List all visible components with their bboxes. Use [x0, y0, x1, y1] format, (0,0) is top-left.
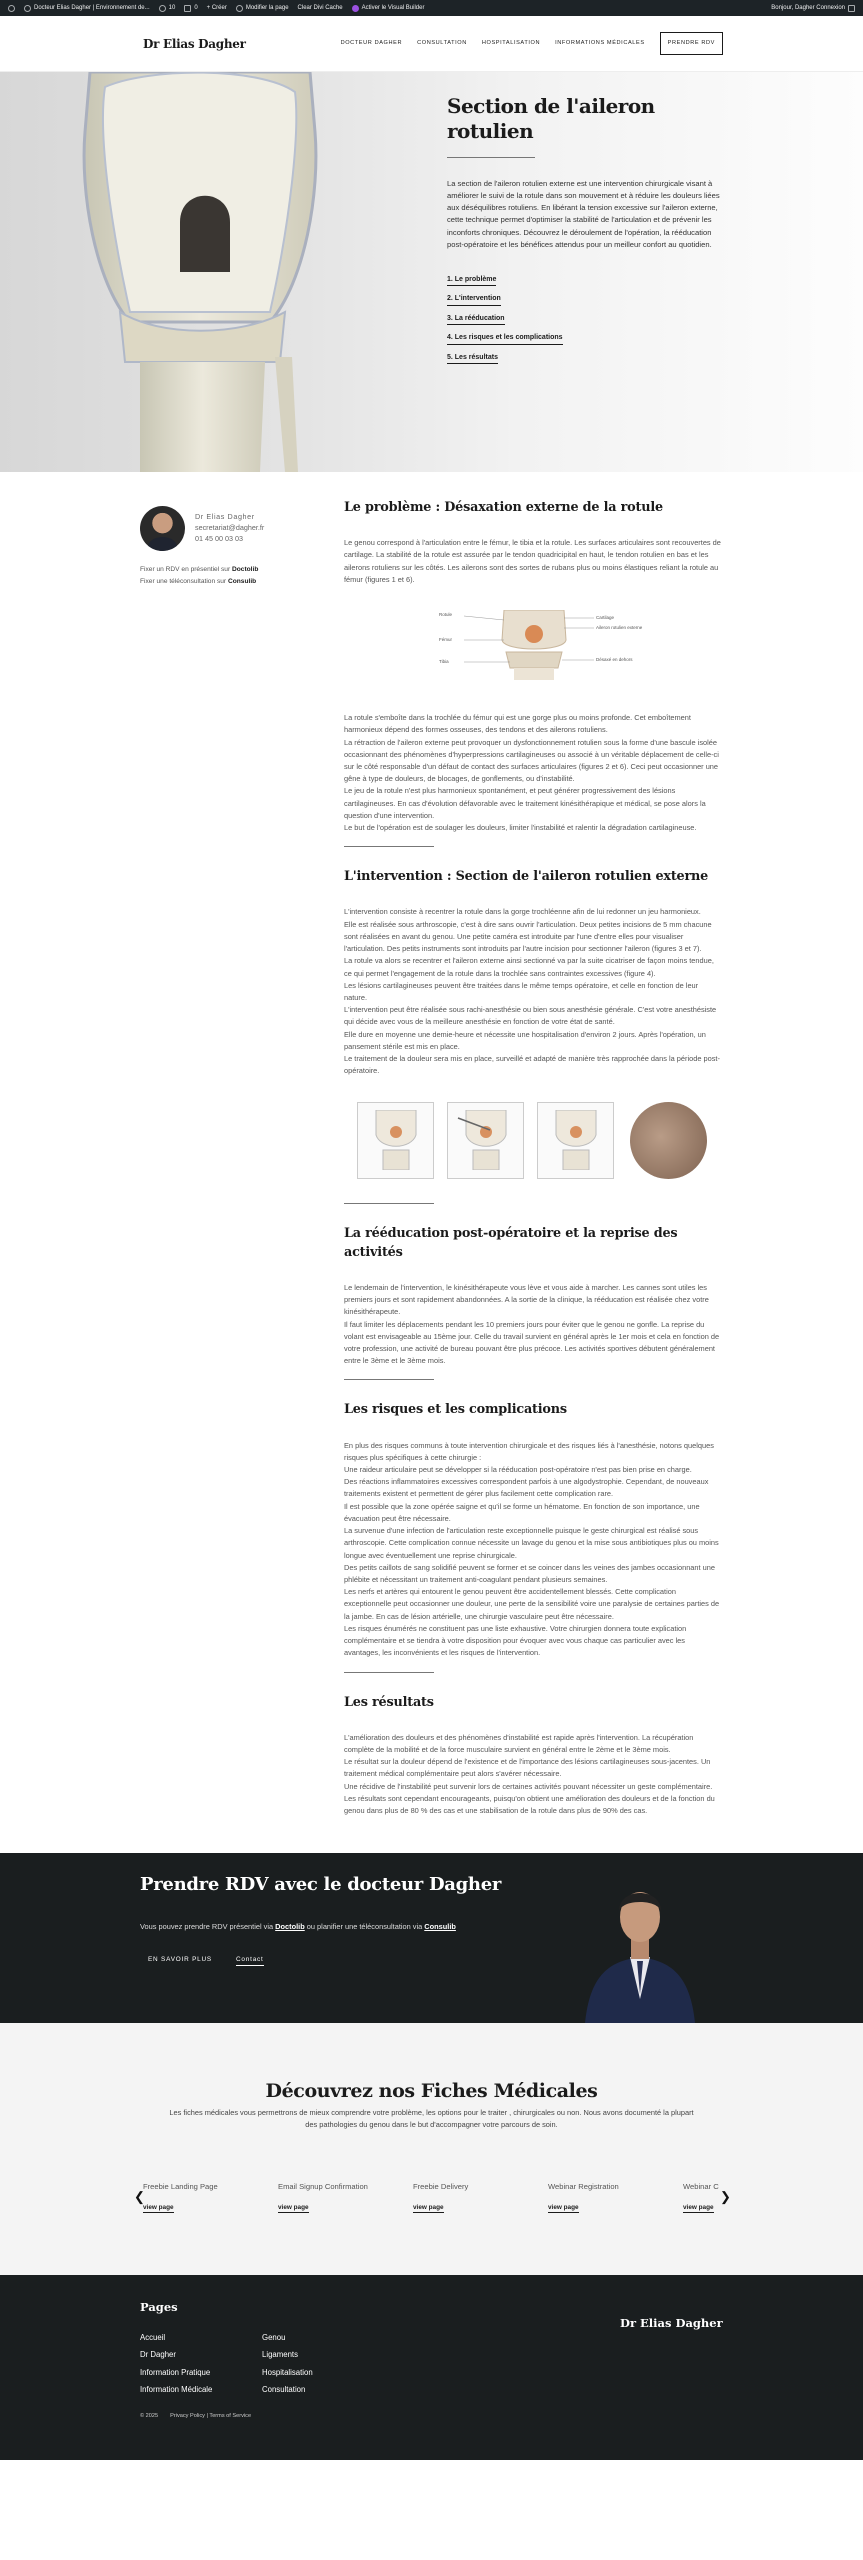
section-divider: [344, 1203, 434, 1204]
figure-label: Rotule: [439, 612, 453, 618]
nav-hospitalisation[interactable]: HOSPITALISATION: [481, 40, 541, 47]
prendre-rdv-button[interactable]: PRENDRE RDV: [660, 32, 723, 54]
carousel-card: [413, 2181, 533, 2213]
toc-link-resultats[interactable]: 5. Les résultats: [447, 353, 498, 365]
fiches-title: Découvrez nos Fiches Médicales: [265, 2080, 598, 2103]
carousel-card: [143, 2181, 263, 2213]
title-divider: [447, 157, 535, 158]
view-page-link[interactable]: view page: [143, 2203, 174, 2214]
paragraph: La rotule s'emboîte dans la trochlée du fémur qui est une gorge plus ou moins profonde. Cet emboîtement harmonieux dépend des formes osseuses, des tendons et des ailerons rotuliens. La rétraction de l'aileron externe peut provoquer un dysfonctionnement rotulien sous la forme d'une bascule isolée occasionnant des phénomènes d'hyperpressions cartilagineuses ou associé à un véritable déplacement de celle-ci sur le côté responsable d'un défaut de contact des surfaces articulaires (figures 2 et 6). Ceci peut occasionner une gêne à type de douleurs, de blocages, de gonflements, ou d'instabilité. Le jeu de la rotule n'est plus harmonieux spontanément, et peut générer progressivement des lésions cartilagineuses. En cas d'évolution défavorable avec le traitement kinésithérapique et médical, se pose alors la question d'une intervention. Le but de l'opération est de soulager les douleurs, limiter l'instabilité et ralentir la dégradation cartilagineuse.: [344, 713, 719, 833]
admin-account-link[interactable]: Bonjour, Dagher Connexion: [771, 4, 855, 13]
paragraph: Le lendemain de l'intervention, le kinésithérapeute vous lève et vous aide à marcher. Les cannes sont utiles les premiers jours et sont rapidement abandonnées. A la sortie de la clinique, la rééducation est réalisée chez votre kinésithérapeute. Il faut limiter les déplacements pendant les 10 premiers jours pour éviter que le genou ne gonfle. La reprise du volant est envisageable au 15ème jour. Celle du travail survient en général après le 1er mois et cela en fonction de votre profession, une activité de bureau pouvant être plus précoce. Les activités sportives débutent généralement entre le 3ème et le 3ème mois.: [344, 1282, 720, 1366]
admin-bar: [0, 0, 863, 16]
paragraph: L'amélioration des douleurs et des phénomènes d'instabilité est rapide après l'intervention. La récupération complète de la mobilité et de la force musculaire survient en général entre le 2ème et le 3ème mois. Le résultat sur la douleur dépend de l'existence et de l'importance des lésions cartilagineuses sous-jacentes. Un traitement médical complémentaire peut alors s'avérer nécessaire. Une récidive de l'instabilité peut survenir lors de certaines activités pouvant nécessiter un geste complémentaire. Les résultats sont cependant encourageants, puisqu'on obtient une amélioration des douleurs et de la fonction du genou dans plus de 80 % des cas et une stabilisation de la rotule dans plus de 90% des cas.: [344, 1732, 715, 1816]
card-title: Webinar C: [683, 2182, 719, 2192]
paragraph: L'intervention consiste à recentrer la rotule dans la gorge trochléenne afin de lui redonner un jeu harmonieux. Elle est réalisée sous arthroscopie, c'est à dire sans ouvrir l'articulation. Deux petites incisions de 5 mm chacune sont réalisées en avant du genou. Une petite caméra est introduite par l'une d'entre elles pour visualiser l'articulation. Des petits instruments sont introduits par l'autre incision pour sectionner l'aileron (figures 3 et 7). La rotule va alors se recentrer et l'aileron externe ainsi sectionné va par la suite cicatriser de façon moins tendue, ce qui permet l'engagement de la rotule dans la trochlée sans contraintes excessives (figure 4). Les lésions cartilagineuses peuvent être traitées dans le même temps opératoire, et celle en fonction de leur nature. L'intervention peut être réalisée sous rachi-anesthésie ou bien sous anesthésie générale. C'est votre anesthésiste qui décide avec vous de la meilleure anesthésie en fonction de votre état de santé. Elle dure en moyenne une demie-heure et nécessite une hospitalisation d'environ 2 jours. Après l'opération, un pansement stérile est mis en place. Le traitement de la douleur sera mis en place, surveillé et adapté de manière très rapprochée dans la période post-opératoire.: [344, 907, 720, 1076]
footer-link-ligaments[interactable]: Ligaments: [262, 2350, 298, 2360]
section-divider: [344, 1672, 434, 1673]
hero-intro: La section de l'aileron rotulien externe est une intervention chirurgicale visant à améliorer le suivi de la rotule dans son mouvement et à réduire les douleurs liées aux déséquilibres rotuliens. En libérant la tension excessive sur l'aileron externe, cette technique permet d'optimiser la stabilité de l'articulation et de prévenir les inconforts chroniques. Découvrez le déroulement de l'opération, la rééducation post-opératoire et les bénéfices attendus pour un meilleur confort au quotidien.: [447, 179, 720, 249]
cta-doctolib-link[interactable]: Doctolib: [275, 1922, 305, 1932]
section-title-reeducation: La rééducation post-opératoire et la reprise des activités: [344, 1225, 678, 1260]
footer-link-information-medicale[interactable]: Information Médicale: [140, 2384, 213, 2394]
chevron-right-icon[interactable]: ❯: [720, 2189, 731, 2205]
home-icon: [24, 5, 31, 12]
admin-visual-builder-link[interactable]: Activer le Visual Builder: [352, 4, 425, 13]
booking-note-consulib: Fixer une téléconsultation sur Consulib: [140, 577, 257, 585]
author-card: [140, 506, 344, 551]
figure-row-intervention: [357, 1102, 723, 1179]
footer-bottom: [140, 2412, 251, 2420]
figure-label: Désaxé en dehors: [596, 657, 633, 663]
en-savoir-plus-button[interactable]: EN SAVOIR PLUS: [148, 1956, 212, 1964]
card-title: Webinar Registration: [548, 2182, 619, 2192]
figure-label: Fémur: [439, 637, 453, 643]
footer-heading: Pages: [140, 2300, 178, 2315]
card-title: Email Signup Confirmation: [278, 2182, 368, 2192]
paragraph: En plus des risques communs à toute intervention chirurgicale et des risques liés à l'anesthésie, notons quelques risques plus spécifiques à cette chirurgie : Une raideur articulaire peut se développer si la rééducation post-opératoire n'est pas bien prise en charge. Des réactions inflammatoires excessives correspondent parfois à une algodystrophie. Cependant, de nouveaux traitements existent et permettent de gérer plus facilement cette complication rare. Il est possible que la zone opérée saigne et qu'il se forme un hématome. En fonction de son importance, une évacuation peut être nécessaire. La survenue d'une infection de l'articulation reste exceptionnelle puisque le geste chirurgical est réalisé sous arthroscopie. Cette complication connue nécessite un lavage du genou et la mise sous antibiotiques plus ou moins longue avec éventuellement une reprise chirurgicale. Des petits caillots de sang solidifié peuvent se former et se coincer dans les veines des jambes occasionnant une phlébite et nécessitant un traitement anti-coagulant pendant plusieurs semaines. Les nerfs et artères qui entourent le genou peuvent être accidentellement blessés. Cette complication exceptionnelle peut occasionner une douleur, une perte de la sensibilité voire une paralysie de certaines parties de la jambe. En cas de lésion artérielle, une chirurgie vasculaire peut être nécessaire. Les risques énumérés ne constituent pas une liste exhaustive. Votre chirurgien donnera toute explication complémentaire et se tiendra à votre disposition pour évoquer avec vous chaque cas particulier avec les avantages, les inconvénients et les risques de l'intervention.: [344, 1440, 720, 1658]
nav-docteur-dagher[interactable]: DOCTEUR DAGHER: [340, 40, 403, 47]
doctolib-link[interactable]: Doctolib: [231, 566, 259, 573]
nav-informations-medicales[interactable]: INFORMATIONS MÉDICALES: [555, 40, 645, 47]
fiches-carousel: [143, 2181, 723, 2221]
page-title: Section de l'aileron rotulien: [447, 94, 655, 143]
cta-consulib-link[interactable]: Consulib: [424, 1922, 456, 1932]
section-title-probleme: Le problème : Désaxation externe de la rotule: [344, 500, 663, 515]
view-page-link[interactable]: view page: [683, 2203, 714, 2214]
footer-link-information-pratique[interactable]: Information Pratique: [140, 2367, 211, 2377]
figure-label: Tibia: [439, 659, 449, 665]
figure-knee-2: [447, 1102, 524, 1179]
toc-link-probleme[interactable]: 1. Le problème: [447, 275, 496, 287]
admin-edit-link[interactable]: Modifier la page: [236, 4, 289, 13]
doctor-portrait: [585, 1869, 695, 2023]
consulib-link[interactable]: Consulib: [227, 577, 257, 585]
carousel-card: [278, 2181, 398, 2213]
copyright: © 2025: [140, 2413, 159, 2420]
toc-link-reeducation[interactable]: 3. La rééducation: [447, 314, 505, 326]
view-page-link[interactable]: view page: [413, 2203, 444, 2214]
knee-illustration: [70, 72, 330, 472]
user-avatar-icon: [848, 5, 855, 12]
hero-text-block: [447, 94, 723, 370]
fiches-text: Les fiches médicales vous permettrons de mieux comprendre votre problème, les options pour le traiter , chirurgicales ou non. Nous avons documenté la plupart des pathologies du genou dans le but d'accompagner votre parcours de soin.: [169, 2108, 694, 2129]
admin-comments-link[interactable]: 10: [159, 4, 176, 13]
table-of-contents: [447, 273, 723, 371]
view-page-link[interactable]: view page: [548, 2203, 579, 2214]
section-title-risques: Les risques et les complications: [344, 1402, 567, 1418]
admin-cache-link[interactable]: Clear Divi Cache: [297, 4, 343, 11]
avatar: [140, 506, 185, 551]
footer-links-col2: [262, 2329, 313, 2398]
cta-title: Prendre RDV avec le docteur Dagher: [140, 1874, 502, 1896]
card-title: Freebie Delivery: [413, 2182, 469, 2192]
figure-knee-1: [357, 1102, 434, 1179]
footer-link-consultation[interactable]: Consultation: [262, 2384, 306, 2394]
footer-links-col1: [140, 2329, 212, 2398]
author-name: Dr Elias Dagher: [195, 512, 255, 522]
cta-buttons: [148, 1955, 264, 1966]
carousel-card: [683, 2181, 723, 2213]
sidebar: [140, 498, 344, 1817]
booking-note-doctolib: Fixer un RDV en présentiel sur Doctolib: [140, 566, 259, 573]
admin-comments-count[interactable]: 0: [184, 4, 197, 13]
section-title-resultats: Les résultats: [344, 1694, 434, 1710]
section-divider: [344, 846, 434, 847]
main-nav: [341, 32, 723, 54]
paragraph: Le genou correspond à l'articulation entre le fémur, le tibia et la rotule. Les surfaces articulaires sont recouvertes de cartilage. La stabilité de la rotule est assurée par le tendon quadricipital en haut, le tendon rotulien en bas et les ailerons rotuliens sur les côtés. Les ailerons sont des sortes de rubans plus ou moins élastiques reliant la rotule au fémur (figures 1 et 6).: [344, 538, 721, 584]
view-page-link[interactable]: view page: [278, 2203, 309, 2214]
author-info: [195, 512, 264, 544]
author-phone[interactable]: 01 45 00 03 03: [195, 533, 243, 543]
figure-knee-3: [537, 1102, 614, 1179]
legal-links[interactable]: Privacy Policy | Terms of Service: [170, 2413, 252, 2420]
section-title-intervention: L'intervention : Section de l'aileron rotulien externe: [344, 869, 709, 885]
pencil-icon: [236, 5, 243, 12]
footer-link-hospitalisation[interactable]: Hospitalisation: [262, 2367, 313, 2377]
card-title: Freebie Landing Page: [143, 2182, 218, 2192]
footer-link-accueil[interactable]: Accueil: [140, 2333, 166, 2343]
cta-text: Vous pouvez prendre RDV présentiel via Doctolib ou planifier une téléconsultation via Consulib: [140, 1922, 456, 1932]
author-email[interactable]: secretariat@dagher.fr: [195, 523, 265, 533]
refresh-icon: [159, 5, 166, 12]
article: [344, 498, 723, 1817]
figure-label: Cartilage: [596, 615, 615, 621]
figure-knee-anatomy: [434, 610, 643, 680]
admin-new-link[interactable]: + Créer: [206, 4, 227, 11]
wordpress-icon[interactable]: [8, 5, 15, 12]
site-header: [0, 16, 863, 72]
comment-icon: [184, 5, 191, 12]
rdv-cta-section: [0, 1853, 863, 2023]
toc-link-risques[interactable]: 4. Les risques et les complications: [447, 333, 563, 345]
hero-section: [0, 72, 863, 472]
footer-logo[interactable]: Dr Elias Dagher: [620, 2316, 723, 2331]
figure-label: Aileron rotulien externe: [596, 625, 643, 631]
footer-link-genou[interactable]: Genou: [262, 2333, 286, 2343]
section-divider: [344, 1379, 434, 1380]
carousel-card: [548, 2181, 668, 2213]
nav-consultation[interactable]: CONSULTATION: [417, 40, 467, 47]
arthroscopy-photo: [630, 1102, 707, 1179]
chevron-left-icon[interactable]: ❮: [134, 2189, 145, 2205]
divi-icon: [352, 5, 359, 12]
contact-button[interactable]: Contact: [236, 1955, 264, 1966]
booking-notes: [140, 564, 344, 588]
content-area: [0, 472, 863, 1817]
fiches-medicales-section: [0, 2023, 863, 2275]
toc-link-intervention[interactable]: 2. L'intervention: [447, 294, 501, 306]
site-footer: [0, 2275, 863, 2460]
admin-site-link[interactable]: Docteur Elias Dagher | Environnement de...: [24, 4, 150, 13]
footer-link-dr-dagher[interactable]: Dr Dagher: [140, 2350, 176, 2360]
site-logo[interactable]: Dr Elias Dagher: [143, 36, 246, 51]
